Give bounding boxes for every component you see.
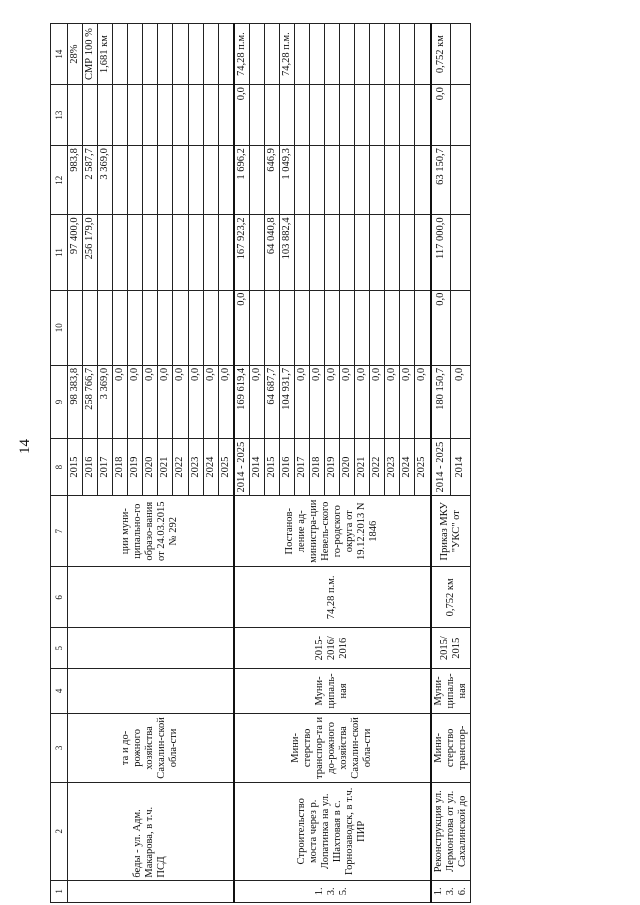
column-number-13: 13 (51, 85, 68, 146)
cell-v9: 0,0 (188, 365, 203, 438)
cell-v9: 0,0 (128, 365, 143, 438)
cell-v12 (310, 146, 325, 215)
rotated-table-container (50, 23, 638, 903)
cell-item-number: 1. 3. 5. (234, 880, 431, 902)
cell-v14 (203, 24, 218, 85)
cell-capacity: 0,752 км (431, 567, 471, 628)
cell-v13 (188, 85, 203, 146)
cell-v10 (218, 290, 234, 365)
cell-v14: СМР 100 % (83, 24, 98, 85)
cell-v13 (128, 85, 143, 146)
cell-v12: 646,9 (264, 146, 279, 215)
column-number-5: 5 (51, 628, 68, 669)
cell-v10 (249, 290, 264, 365)
cell-v12 (173, 146, 188, 215)
cell-v9: 0,0 (173, 365, 188, 438)
cell-year: 2024 (400, 439, 415, 496)
cell-v9: 169 619,4 (234, 365, 250, 438)
cell-v10 (340, 290, 355, 365)
cell-year: 2015 (264, 439, 279, 496)
cell-v13 (158, 85, 173, 146)
cell-object-name: беды - ул. Адм. Макарова, в т.ч. ПСД (68, 782, 234, 880)
cell-v13 (355, 85, 370, 146)
cell-v14 (451, 24, 471, 85)
cell-capacity: 74,28 п.м. (234, 567, 431, 628)
cell-v10 (203, 290, 218, 365)
cell-year: 2019 (128, 439, 143, 496)
cell-v13 (310, 85, 325, 146)
cell-v12: 1 696,2 (234, 146, 250, 215)
cell-v14 (143, 24, 158, 85)
cell-v10: 0,0 (431, 290, 451, 365)
column-number-12: 12 (51, 146, 68, 215)
column-number-11: 11 (51, 215, 68, 290)
cell-v10 (143, 290, 158, 365)
cell-v13 (249, 85, 264, 146)
cell-v12 (385, 146, 400, 215)
cell-v14: 74,28 п.м. (279, 24, 294, 85)
cell-v12 (113, 146, 128, 215)
cell-v10 (264, 290, 279, 365)
cell-v14 (158, 24, 173, 85)
table-row-total (431, 24, 451, 903)
cell-object-name: Реконструкция ул. Лермонтова от ул. Сахалинской до (431, 782, 471, 880)
cell-v9: 180 150,7 (431, 365, 451, 438)
cell-year: 2018 (113, 439, 128, 496)
column-number-2: 2 (51, 782, 68, 880)
cell-v11 (310, 215, 325, 290)
cell-v9: 0,0 (370, 365, 385, 438)
cell-v13 (264, 85, 279, 146)
cell-year: 2017 (294, 439, 309, 496)
cell-v11: 103 882,4 (279, 215, 294, 290)
cell-v11 (400, 215, 415, 290)
cell-v13 (415, 85, 431, 146)
cell-v13 (370, 85, 385, 146)
cell-v12 (203, 146, 218, 215)
cell-item-number: 1. 3. 6. (431, 880, 471, 902)
cell-year: 2016 (83, 439, 98, 496)
cell-year: 2023 (188, 439, 203, 496)
cell-year: 2018 (310, 439, 325, 496)
cell-v9: 104 931,7 (279, 365, 294, 438)
cell-v14: 74,28 п.м. (234, 24, 250, 85)
cell-year: 2025 (415, 439, 431, 496)
cell-v14 (113, 24, 128, 85)
cell-v9: 0,0 (355, 365, 370, 438)
cell-ministry: та и до-рожного хозяйства Сахалин-ской обла-сти (68, 713, 234, 782)
cell-v12: 1 049,3 (279, 146, 294, 215)
cell-col6 (68, 567, 234, 628)
cell-year: 2020 (340, 439, 355, 496)
cell-v11: 97 400,0 (68, 215, 83, 290)
cell-year: 2022 (370, 439, 385, 496)
cell-v12: 63 150,7 (431, 146, 451, 215)
cell-v14 (173, 24, 188, 85)
cell-year: 2019 (325, 439, 340, 496)
cell-v13 (173, 85, 188, 146)
cell-v13 (203, 85, 218, 146)
cell-v10 (113, 290, 128, 365)
cell-v11: 117 000,0 (431, 215, 451, 290)
cell-v11 (218, 215, 234, 290)
cell-year: 2022 (173, 439, 188, 496)
cell-v14 (264, 24, 279, 85)
cell-v12: 2 587,7 (83, 146, 98, 215)
cell-v10 (310, 290, 325, 365)
cell-v10 (98, 290, 113, 365)
cell-v11: 256 179,0 (83, 215, 98, 290)
cell-v13 (294, 85, 309, 146)
cell-v11 (143, 215, 158, 290)
cell-v10 (188, 290, 203, 365)
cell-v14 (310, 24, 325, 85)
column-number-3: 3 (51, 713, 68, 782)
cell-year: 2021 (158, 439, 173, 496)
cell-v14 (249, 24, 264, 85)
column-number-10: 10 (51, 290, 68, 365)
column-number-8: 8 (51, 439, 68, 496)
table-row-total (234, 24, 250, 903)
cell-v9: 0,0 (143, 365, 158, 438)
cell-v13 (113, 85, 128, 146)
cell-v14: 0,752 км (431, 24, 451, 85)
page-number: 14 (17, 439, 33, 454)
cell-v14 (415, 24, 431, 85)
cell-v11 (173, 215, 188, 290)
cell-v12: 3 369,0 (98, 146, 113, 215)
cell-v12 (451, 146, 471, 215)
cell-v13 (400, 85, 415, 146)
cell-v9: 0,0 (249, 365, 264, 438)
cell-v9: 3 369,0 (98, 365, 113, 438)
cell-v14 (325, 24, 340, 85)
cell-ministry: Мини-стерство транспор- (431, 713, 471, 782)
cell-v13 (68, 85, 83, 146)
cell-v9: 0,0 (218, 365, 234, 438)
cell-ministry: Мини-стерство транспор-та и до-рожного хозяйства Сахалин-ской обла-сти (234, 713, 431, 782)
cell-v11 (98, 215, 113, 290)
column-number-6: 6 (51, 567, 68, 628)
cell-v9: 0,0 (415, 365, 431, 438)
cell-year: 2020 (143, 439, 158, 496)
column-number-7: 7 (51, 496, 68, 567)
cell-v10: 0,0 (234, 290, 250, 365)
cell-v9: 0,0 (451, 365, 471, 438)
cell-year: 2017 (98, 439, 113, 496)
cell-v12 (415, 146, 431, 215)
cell-v14 (294, 24, 309, 85)
cell-v9: 0,0 (340, 365, 355, 438)
cell-v10 (128, 290, 143, 365)
cell-v13 (340, 85, 355, 146)
cell-v11 (158, 215, 173, 290)
cell-v10 (279, 290, 294, 365)
cell-year: 2021 (355, 439, 370, 496)
cell-v11 (203, 215, 218, 290)
cell-v12 (143, 146, 158, 215)
cell-v11 (370, 215, 385, 290)
budget-table (50, 23, 471, 903)
cell-v12 (158, 146, 173, 215)
column-number-row (51, 24, 68, 903)
cell-year-total: 2014 - 2025 (234, 439, 250, 496)
cell-v14 (385, 24, 400, 85)
cell-v12 (249, 146, 264, 215)
cell-ownership: Муни-ципаль-ная (431, 669, 471, 714)
cell-document: ции муни-ципально-го образо-вания от 24.03.2015 № 292 (68, 496, 234, 567)
cell-v10 (355, 290, 370, 365)
cell-v11 (325, 215, 340, 290)
cell-v12 (325, 146, 340, 215)
cell-v14 (340, 24, 355, 85)
cell-v9: 0,0 (310, 365, 325, 438)
cell-v14 (128, 24, 143, 85)
cell-v12 (340, 146, 355, 215)
cell-v9: 0,0 (158, 365, 173, 438)
cell-object-name: Строительство моста через р. Лопатинка на ул. Шахтовая в с. Горнозаводск, в т.ч. ПИР (234, 782, 431, 880)
column-number-1: 1 (51, 880, 68, 902)
cell-v10 (451, 290, 471, 365)
cell-v10 (415, 290, 431, 365)
cell-v10 (294, 290, 309, 365)
cell-document: Приказ МКУ "УКС" от (431, 496, 471, 567)
cell-v10 (325, 290, 340, 365)
cell-v9: 0,0 (294, 365, 309, 438)
cell-v10 (158, 290, 173, 365)
cell-ownership: Муни-ципаль-ная (234, 669, 431, 714)
cell-period: 2015/ 2015 (431, 628, 471, 669)
cell-v9: 0,0 (203, 365, 218, 438)
cell-v11: 167 923,2 (234, 215, 250, 290)
column-number-9: 9 (51, 365, 68, 438)
cell-v11 (294, 215, 309, 290)
cell-v11 (113, 215, 128, 290)
cell-v12: 983,8 (68, 146, 83, 215)
cell-v9: 98 383,8 (68, 365, 83, 438)
cell-v9: 0,0 (400, 365, 415, 438)
cell-year-total: 2014 - 2025 (431, 439, 451, 496)
cell-v9: 64 687,7 (264, 365, 279, 438)
cell-v12 (128, 146, 143, 215)
cell-v11 (340, 215, 355, 290)
cell-year: 2015 (68, 439, 83, 496)
cell-v14: 28% (68, 24, 83, 85)
cell-v13: 0,0 (234, 85, 250, 146)
cell-v13 (83, 85, 98, 146)
cell-v12 (370, 146, 385, 215)
cell-year: 2014 (451, 439, 471, 496)
cell-v13 (218, 85, 234, 146)
cell-v14 (355, 24, 370, 85)
column-number-14: 14 (51, 24, 68, 85)
cell-v11 (128, 215, 143, 290)
cell-v10 (370, 290, 385, 365)
cell-v9: 0,0 (113, 365, 128, 438)
cell-col5 (68, 628, 234, 669)
cell-v12 (355, 146, 370, 215)
cell-v11 (451, 215, 471, 290)
cell-v12 (218, 146, 234, 215)
cell-v14: 1,681 км (98, 24, 113, 85)
cell-v11 (385, 215, 400, 290)
cell-v10 (83, 290, 98, 365)
cell-v9: 0,0 (385, 365, 400, 438)
cell-v12 (294, 146, 309, 215)
cell-v10 (173, 290, 188, 365)
table-row (68, 24, 83, 903)
cell-v13 (279, 85, 294, 146)
cell-v13 (385, 85, 400, 146)
cell-document: Постанов-ление ад-министра-ции Невель-ского го-родского округа от 19.12.2013 N 1846 (234, 496, 431, 567)
cell-col1 (68, 880, 234, 902)
cell-v13: 0,0 (431, 85, 451, 146)
cell-year: 2014 (249, 439, 264, 496)
cell-v10 (68, 290, 83, 365)
cell-v14 (188, 24, 203, 85)
cell-v9: 258 766,7 (83, 365, 98, 438)
cell-v10 (385, 290, 400, 365)
cell-v11 (188, 215, 203, 290)
cell-v12 (400, 146, 415, 215)
cell-v11 (249, 215, 264, 290)
cell-v9: 0,0 (325, 365, 340, 438)
cell-v11: 64 040,8 (264, 215, 279, 290)
cell-col4 (68, 669, 234, 714)
cell-v14 (400, 24, 415, 85)
cell-year: 2025 (218, 439, 234, 496)
cell-v13 (98, 85, 113, 146)
cell-v14 (370, 24, 385, 85)
column-number-4: 4 (51, 669, 68, 714)
cell-year: 2016 (279, 439, 294, 496)
cell-v13 (451, 85, 471, 146)
cell-v14 (218, 24, 234, 85)
cell-v11 (355, 215, 370, 290)
cell-v12 (188, 146, 203, 215)
cell-v13 (143, 85, 158, 146)
cell-year: 2024 (203, 439, 218, 496)
cell-v13 (325, 85, 340, 146)
cell-v10 (400, 290, 415, 365)
cell-v11 (415, 215, 431, 290)
cell-year: 2023 (385, 439, 400, 496)
cell-period: 2015-2016/ 2016 (234, 628, 431, 669)
